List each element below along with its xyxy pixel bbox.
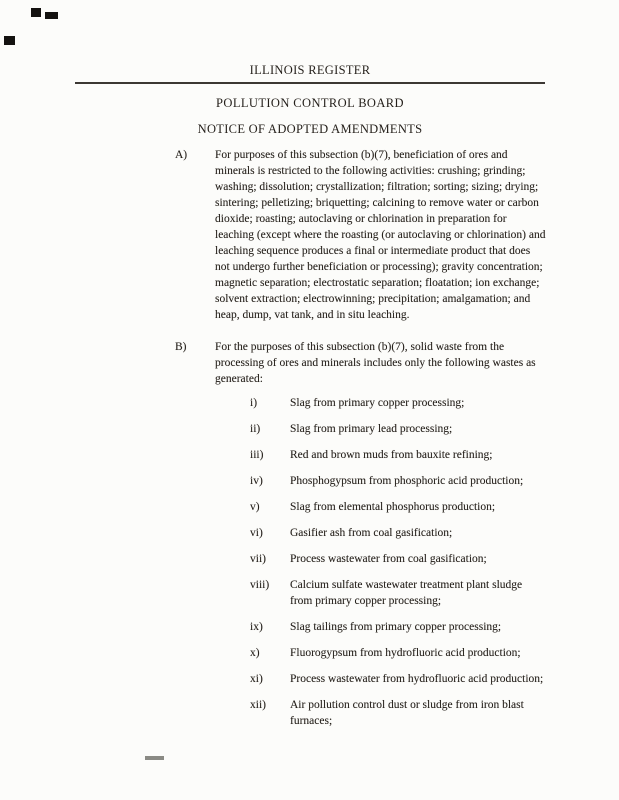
section-a (175, 147, 547, 323)
list-item-label: ii) (250, 423, 261, 435)
document-body (175, 147, 547, 739)
list-item-label: vii) (250, 553, 266, 565)
register-title: ILLINOIS REGISTER (249, 63, 371, 77)
scan-artifact (4, 36, 15, 45)
list-item (250, 395, 547, 411)
list-item-label: v) (250, 501, 260, 513)
list-item (250, 499, 547, 515)
list-item-text: Fluorogypsum from hydrofluoric acid production; (290, 647, 521, 659)
section-b (175, 339, 547, 387)
list-item (250, 551, 547, 567)
list-item (250, 447, 547, 463)
list-item (250, 473, 547, 489)
section-b-label: B) (175, 341, 187, 353)
scan-artifact (31, 8, 41, 17)
notice-title: NOTICE OF ADOPTED AMENDMENTS (197, 122, 423, 136)
list-item-text: Calcium sulfate wastewater treatment plant sludge from primary copper processing; (290, 579, 523, 607)
list-item (250, 619, 547, 635)
list-item (250, 671, 547, 687)
list-item-text: Slag from elemental phosphorus production; (290, 501, 496, 513)
list-item-label: i) (250, 397, 258, 409)
list-item-text: Slag tailings from primary copper processing; (290, 621, 502, 633)
section-a-text: For purposes of this subsection (b)(7), beneficiation of ores and minerals is restricted to the following activities: crushing; grinding; washing; dissolution; crystallization; filtration; sorting; sizing; drying; sintering; pelletizing; briquetting; calcining to remove water or carbon dioxide; roasting; autoclaving or chlorination in preparation for leaching (except where the roasting (or autoclaving or chlorination) and leaching sequence produces a final or intermediate product that does not undergo further beneficiation or processing); gravity concentration; magnetic separation; electrostatic separation; floatation; ion exchange; solvent extraction; electrowinning; precipitation; amalgamation; and heap, dump, vat tank, and in situ leaching. (215, 149, 546, 321)
waste-list (250, 395, 547, 729)
register-masthead (75, 63, 545, 84)
list-item-text: Phosphogypsum from phosphoric acid production; (290, 475, 524, 487)
list-item-text: Process wastewater from hydrofluoric acid production; (290, 673, 544, 685)
list-item-text: Air pollution control dust or sludge from iron blast furnaces; (290, 699, 524, 727)
list-item-text: Process wastewater from coal gasification; (290, 553, 487, 565)
list-item (250, 645, 547, 661)
list-item-label: viii) (250, 579, 270, 591)
list-item-text: Slag from primary lead processing; (290, 423, 453, 435)
list-item-text: Slag from primary copper processing; (290, 397, 465, 409)
section-b-text: For the purposes of this subsection (b)(7), solid waste from the processing of ores and minerals includes only the following wastes as generated: (215, 341, 536, 385)
list-item (250, 421, 547, 437)
section-a-label: A) (175, 149, 188, 161)
board-title: POLLUTION CONTROL BOARD (216, 96, 404, 110)
list-item-label: iv) (250, 475, 263, 487)
list-item-label: ix) (250, 621, 263, 633)
list-item-label: iii) (250, 449, 264, 461)
scan-artifact (145, 756, 164, 760)
scan-artifact (45, 12, 58, 19)
list-item-label: vi) (250, 527, 263, 539)
list-item-label: xi) (250, 673, 263, 685)
list-item-label: x) (250, 647, 260, 659)
list-item (250, 525, 547, 541)
list-item-label: xii) (250, 699, 266, 711)
list-item (250, 697, 547, 729)
list-item-text: Red and brown muds from bauxite refining; (290, 449, 493, 461)
list-item-text: Gasifier ash from coal gasification; (290, 527, 453, 539)
list-item (250, 577, 547, 609)
